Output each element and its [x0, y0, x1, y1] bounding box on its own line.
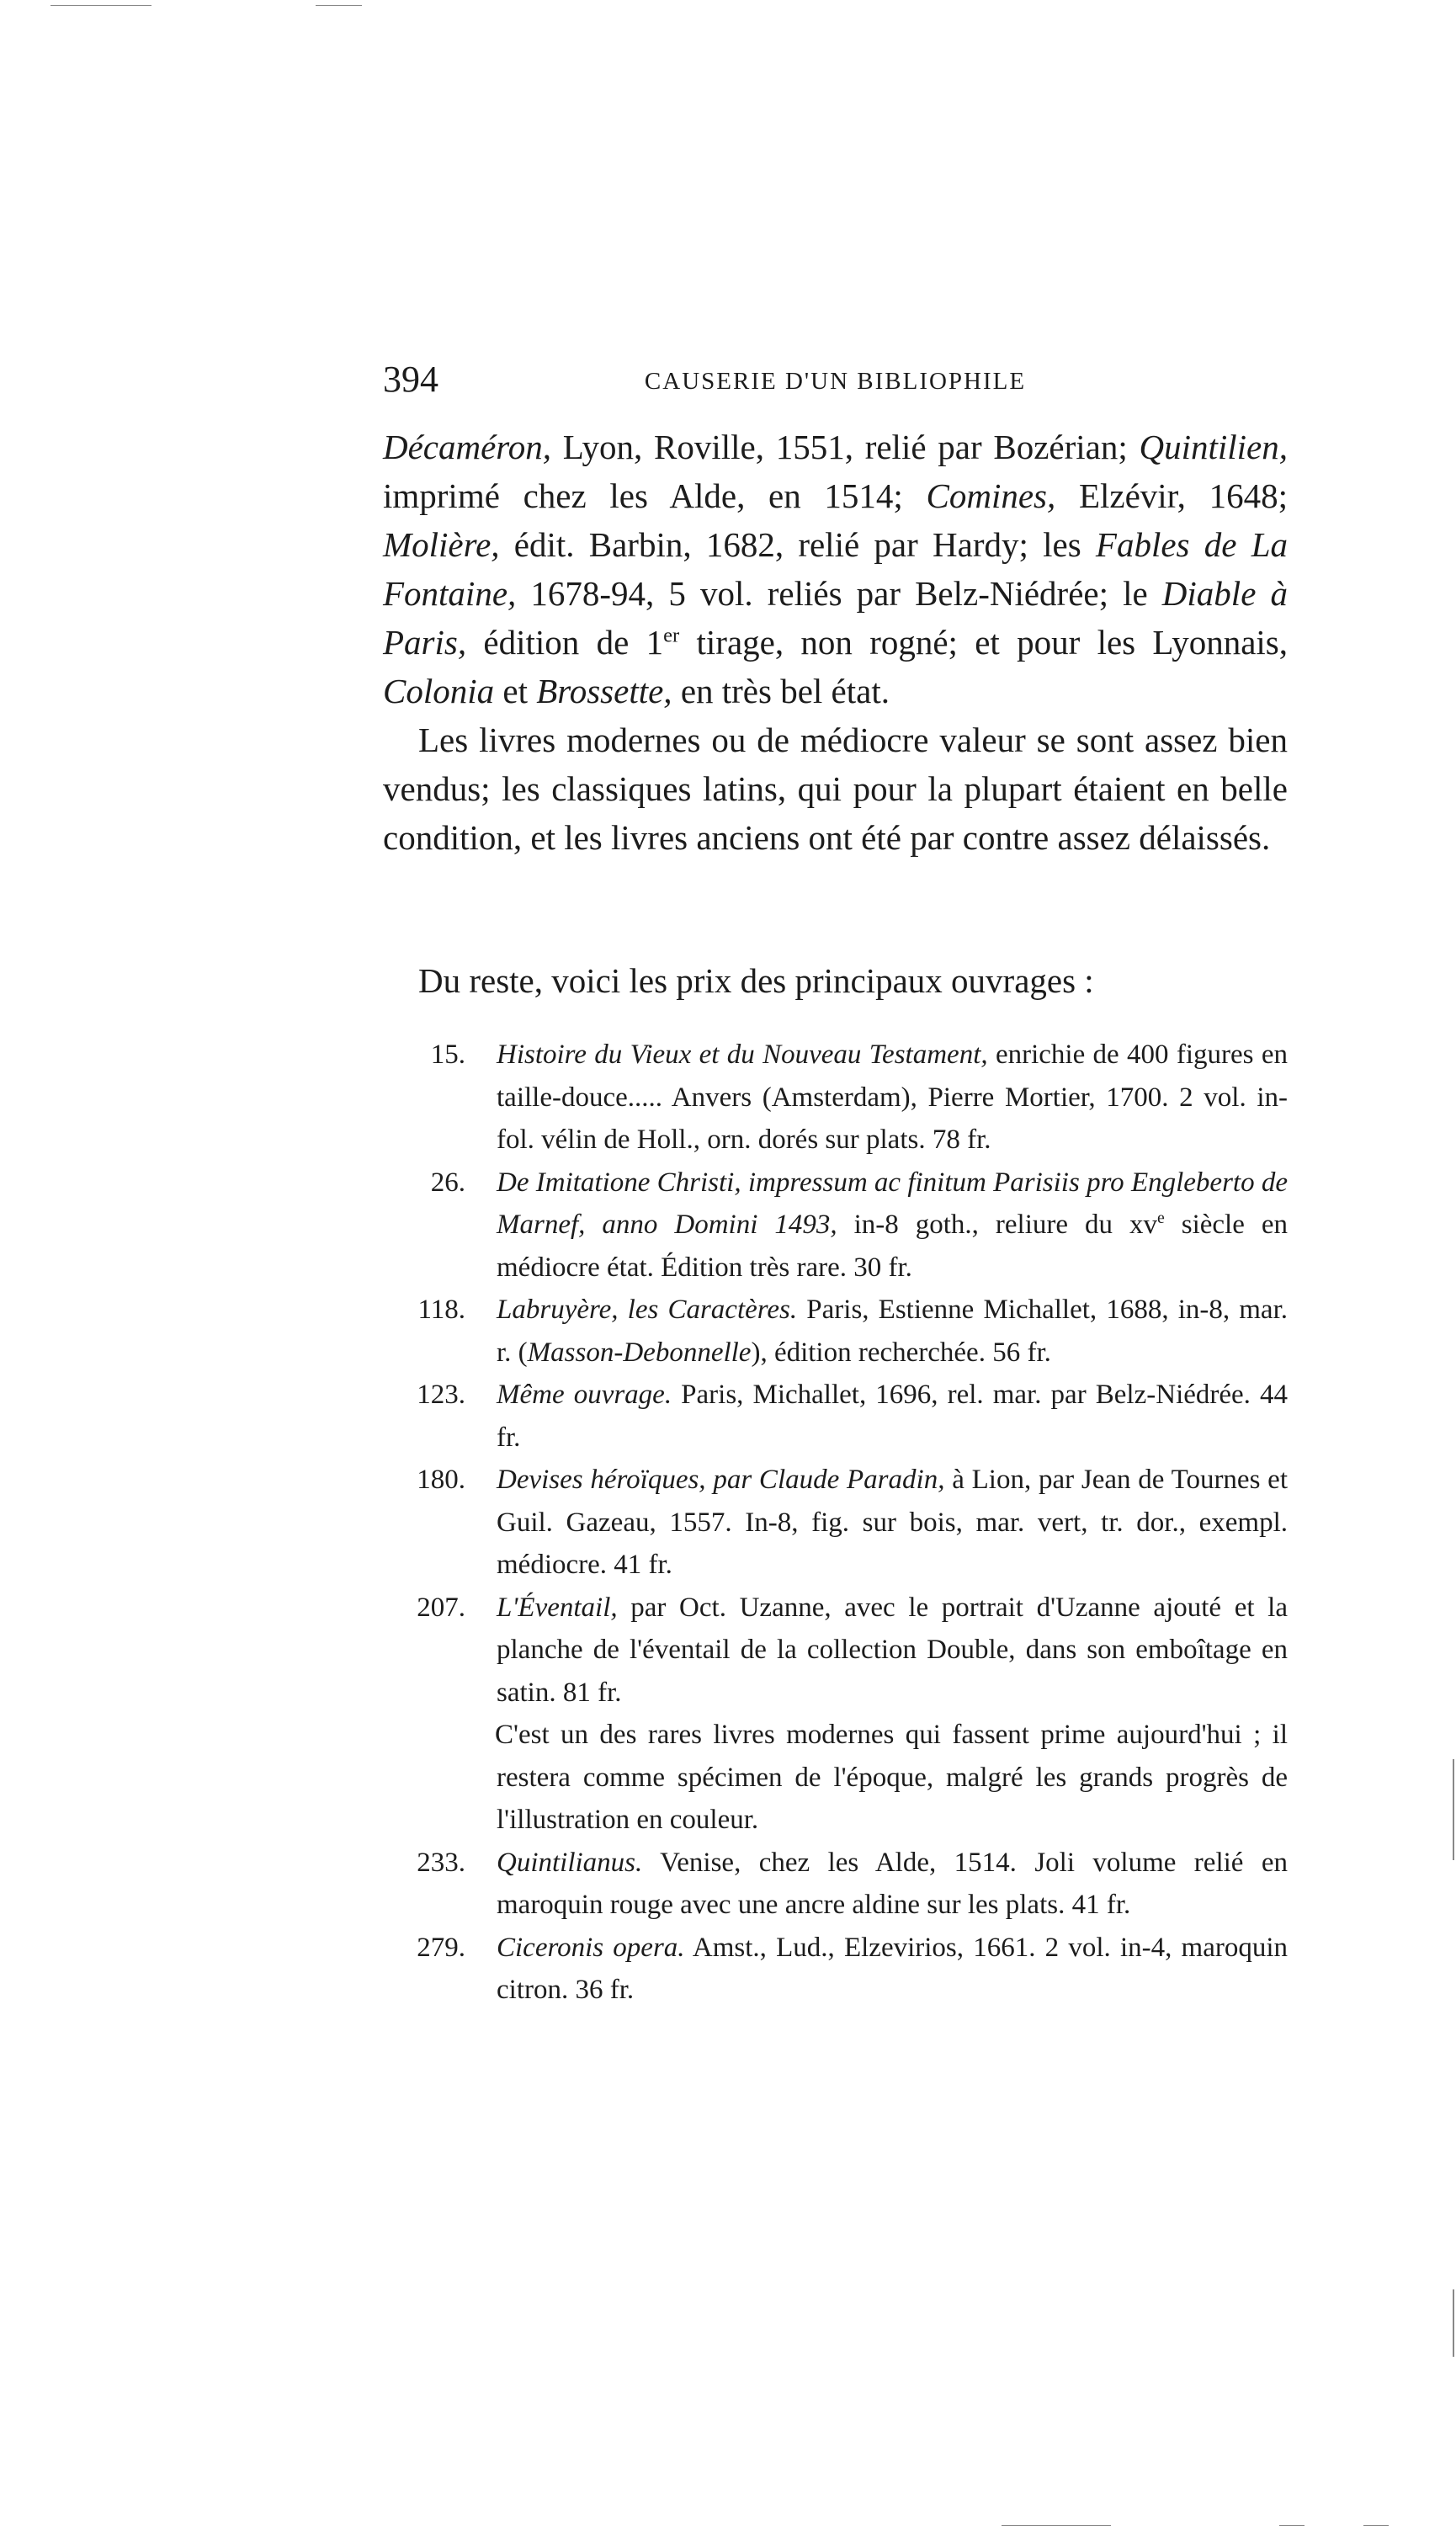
scan-mark-bottom: [1002, 2525, 1111, 2526]
list-intro: Du reste, voici les prix des principaux ouvrages :: [418, 961, 1094, 1000]
book-description: Paris, Michallet, 1696, rel. mar. par Belz-Niédrée. 44 fr.: [497, 1380, 1288, 1453]
paragraph-modern-books: Les livres modernes ou de médiocre valeur se sont assez bien vendus; les classiques latins, qui pour la plupart étaient en belle condition, et les livres anciens ont été par contre assez délaissés.: [383, 720, 1288, 857]
lot-number: 207.: [417, 1592, 465, 1623]
book-description: in-8 goth., reliure du xv: [837, 1210, 1157, 1240]
book-description: Paris, Estienne Michallet, 1688, in-8, mar. r. (: [497, 1295, 1288, 1368]
lot-number: 26.: [430, 1167, 465, 1198]
body-text: [383, 423, 1288, 862]
book-description: Venise, chez les Alde, 1514. Joli volume relié en maroquin rouge avec une ancre aldine sur les plats. 41 fr.: [497, 1847, 1288, 1920]
book-description: enrichie de 400 figures en taille-douce..... Anvers (Amsterdam), Pierre Mortier, 1700. 2 vol. in-fol. vélin de Holl., orn. dorés sur plats. 78 fr.: [497, 1040, 1288, 1155]
book-title: Ciceronis opera.: [497, 1932, 685, 1963]
scan-mark-right-edge: [1453, 1759, 1454, 1860]
scan-mark-bottom-2: [1279, 2525, 1305, 2526]
title-quintilien: Quintilien,: [1139, 428, 1288, 466]
text-span: en très bel état.: [672, 672, 890, 710]
list-item: [383, 1842, 1288, 1927]
running-header: [383, 358, 1288, 408]
title-colonia: Colonia: [383, 672, 495, 710]
entry-note: C'est un des rares livres modernes qui fassent prime aujourd'hui ; il restera comme spécimen de l'époque, malgré les grands progrès de l'illustration en couleur.: [495, 1720, 1288, 1835]
scan-mark-right-edge-2: [1453, 2289, 1454, 2357]
title-decameron: Décaméron,: [383, 428, 551, 466]
list-item: [383, 1459, 1288, 1587]
book-description: siècle en médiocre état. Édition très rare. 30 fr.: [497, 1210, 1288, 1283]
text-span: imprimé chez les Alde, en 1514;: [383, 476, 927, 515]
text-span: tirage, non rogné; et pour les Lyonnais,: [679, 623, 1289, 662]
book-description: ), édition recherchée. 56 fr.: [751, 1337, 1051, 1368]
book-description: par Oct. Uzanne, avec le portrait d'Uzanne ajouté et la planche de l'éventail de la collection Double, dans son emboîtage en satin. 81 fr.: [497, 1592, 1288, 1708]
running-title: CAUSERIE D'UN BIBLIOPHILE: [644, 368, 1027, 395]
binder-name: Masson-Debonnelle: [527, 1337, 752, 1368]
book-title: Devises héroïques, par Claude Paradin,: [497, 1465, 945, 1495]
scan-mark-top-left-2: [316, 5, 362, 6]
list-item: [383, 1374, 1288, 1459]
text-span: et: [494, 672, 537, 710]
text-span: Elzévir, 1648;: [1055, 476, 1289, 515]
scan-mark-bottom-3: [1363, 2525, 1389, 2526]
list-item: [383, 1162, 1288, 1289]
list-item: [383, 1927, 1288, 2012]
list-item: [383, 1289, 1288, 1374]
lot-number: 123.: [417, 1380, 465, 1410]
text-span: édit. Barbin, 1682, relié par Hardy; les: [499, 525, 1096, 564]
page-number: 394: [383, 359, 438, 400]
book-title: De Imitatione Christi, impressum ac finitum Parisiis pro Engleberto de Marnef, anno Domini 1493,: [497, 1167, 1288, 1240]
title-comines: Comines,: [926, 476, 1056, 515]
text-span: édition de 1: [466, 623, 664, 662]
book-title: L'Éventail,: [497, 1592, 618, 1623]
text-span: 1678-94, 5 vol. reliés par Belz-Niédrée; le: [516, 574, 1162, 613]
lot-number: 279.: [417, 1932, 465, 1963]
title-brossette: Brossette,: [536, 672, 672, 710]
book-title: Labruyère, les Caractères.: [497, 1295, 798, 1325]
book-description: à Lion, par Jean de Tournes et Guil. Gazeau, 1557. In-8, fig. sur bois, mar. vert, tr. dor., exempl. médiocre. 41 fr.: [497, 1465, 1288, 1580]
superscript: er: [663, 624, 680, 647]
paragraph-continuation: [383, 423, 1288, 715]
book-title: Histoire du Vieux et du Nouveau Testament,: [497, 1040, 988, 1070]
lot-number: 180.: [417, 1465, 465, 1495]
lot-number: 118.: [417, 1295, 465, 1325]
text-span: Lyon, Roville, 1551, relié par Bozérian;: [551, 428, 1140, 466]
book-title: Quintilianus.: [497, 1847, 643, 1878]
lot-number: 233.: [417, 1847, 465, 1878]
superscript: e: [1156, 1209, 1165, 1227]
list-item: [383, 1587, 1288, 1715]
title-fables: Fables de La Fontaine,: [383, 525, 1288, 613]
title-diable: Diable à Paris,: [383, 574, 1288, 662]
title-moliere: Molière,: [383, 525, 500, 564]
book-title: Même ouvrage.: [497, 1380, 672, 1410]
book-description: Amst., Lud., Elzevirios, 1661. 2 vol. in-4, maroquin citron. 36 fr.: [497, 1932, 1289, 2005]
list-item: [383, 1034, 1288, 1162]
lot-number: 15.: [430, 1040, 465, 1070]
price-list: [383, 1034, 1288, 2012]
scan-mark-top-left: [50, 5, 151, 6]
